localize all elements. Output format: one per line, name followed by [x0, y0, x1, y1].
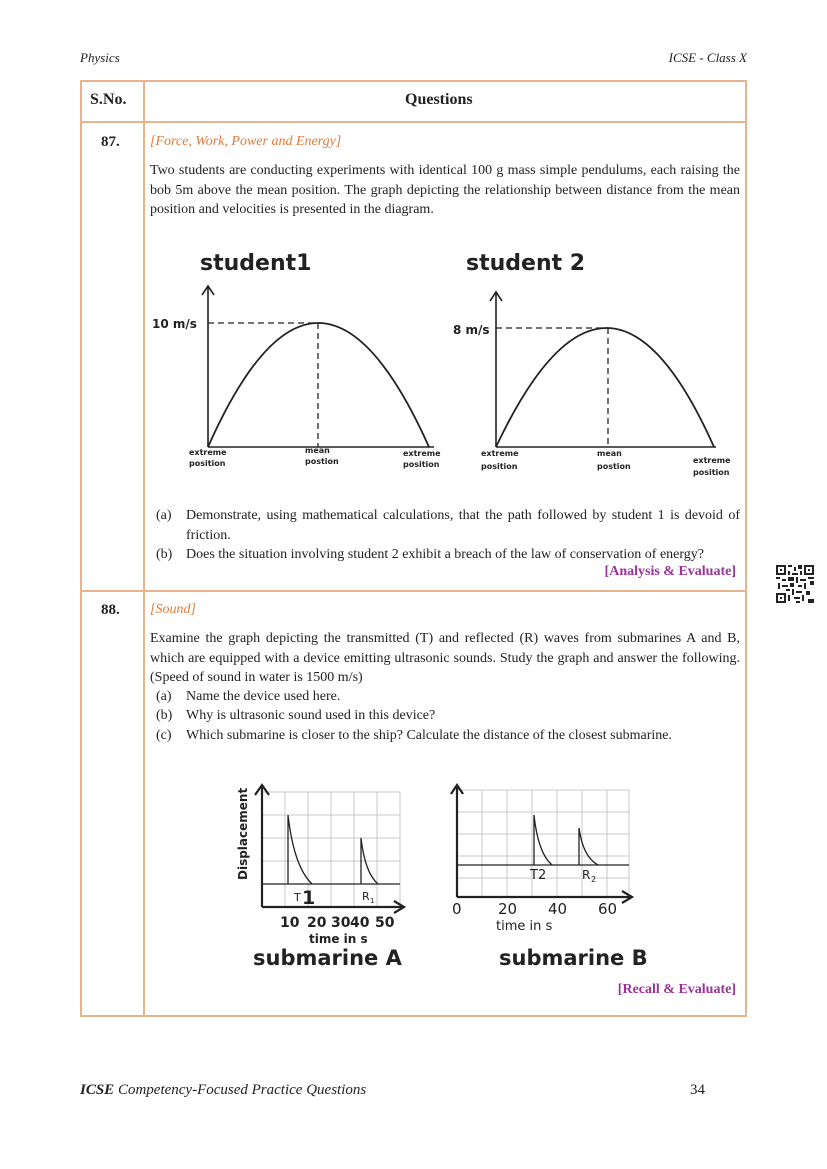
- tick-label: 40: [350, 915, 370, 931]
- part-label: (c): [156, 728, 172, 743]
- tick-label: extreme: [693, 456, 731, 465]
- part-text: Which submarine is closer to the ship? Calculate the distance of the closest submarine.: [186, 728, 672, 743]
- header-row-divider: [82, 121, 745, 123]
- part-text: Why is ultrasonic sound used in this device?: [186, 708, 436, 723]
- column-header-questions: Questions: [405, 91, 473, 108]
- tick-label: 40: [548, 900, 568, 918]
- graph-caption: submarine B: [499, 946, 648, 970]
- reflected-subscript: 1: [370, 897, 375, 905]
- part-label: (a): [156, 508, 172, 523]
- tick-label: postion: [305, 457, 339, 466]
- transmitted-number: 1: [302, 887, 316, 909]
- tick-label: extreme: [403, 449, 441, 458]
- question-number: 87.: [101, 134, 120, 150]
- question-table: [80, 80, 747, 1017]
- footer-subtitle: Competency-Focused Practice Questions: [114, 1082, 367, 1098]
- submarine-b-graph: [442, 775, 670, 970]
- graph-title: student 2: [466, 251, 586, 276]
- page-number: 34: [690, 1082, 705, 1098]
- transmitted-label: T: [294, 891, 301, 904]
- tick-label: 0: [452, 900, 462, 918]
- tick-label: position: [693, 468, 730, 477]
- part-label: (a): [156, 689, 172, 704]
- tick-label: extreme: [481, 449, 519, 458]
- skill-tag: [Recall & Evaluate]: [617, 982, 736, 997]
- tick-label: 20: [307, 915, 327, 931]
- part-text: Does the situation involving student 2 exhibit a breach of the law of conservation of energy?: [186, 547, 704, 562]
- tick-label: mean: [597, 449, 622, 458]
- graph-title: student1: [200, 251, 312, 276]
- part-text: Demonstrate, using mathematical calculations, that the path followed by student 1 is devoid of friction.: [186, 508, 740, 543]
- question-topic: [Force, Work, Power and Energy]: [150, 134, 342, 149]
- velocity-graph-student2: [434, 242, 746, 487]
- row-divider: [82, 590, 745, 592]
- question-topic: [Sound]: [150, 602, 196, 617]
- tick-label: position: [403, 460, 440, 469]
- footer-brand: ICSE: [80, 1082, 115, 1098]
- tick-label: 10: [280, 915, 300, 931]
- transmitted-pulse: [534, 815, 552, 865]
- column-divider: [143, 82, 145, 1015]
- grid: [262, 792, 400, 907]
- header-class: ICSE - Class X: [668, 50, 747, 65]
- reflected-label: R: [582, 868, 591, 882]
- qr-code[interactable]: [776, 565, 814, 603]
- question-part: [156, 545, 740, 565]
- x-axis-label: time in s: [496, 919, 553, 934]
- tick-label: 30: [331, 915, 351, 931]
- part-label: (b): [156, 708, 173, 723]
- peak-velocity-label: 10 m/s: [152, 317, 197, 331]
- graph-caption: submarine A: [253, 946, 402, 970]
- reflected-subscript: 2: [591, 875, 597, 884]
- question-number: 88.: [101, 602, 120, 618]
- reflected-label: R: [362, 890, 370, 903]
- x-axis-label: time in s: [309, 932, 368, 946]
- question-part: [156, 506, 740, 545]
- question-part: [156, 706, 740, 726]
- transmitted-label: T2: [530, 868, 547, 883]
- tick-label: 20: [498, 900, 518, 918]
- velocity-curve: [496, 328, 714, 447]
- question-text: Two students are conducting experiments with identical 100 g mass simple pendulums, each raising the bob 5m above the mean position. The graph depicting the relationship between distance from the mean position and velocities is presented in the diagram.: [150, 163, 740, 217]
- question-text: Examine the graph depicting the transmitted (T) and reflected (R) waves from submarines A and B, which are equipped with a device emitting ultrasonic sounds. Study the graph and answer the following. (Speed of sound in water is 1500 m/s): [150, 631, 740, 685]
- column-header-sno: S.No.: [90, 91, 127, 108]
- tick-label: mean: [305, 446, 330, 455]
- question-part: [156, 687, 740, 707]
- tick-label: extreme: [189, 448, 227, 457]
- tick-label: postion: [597, 462, 631, 471]
- peak-velocity-label: 8 m/s: [453, 323, 490, 337]
- part-label: (b): [156, 547, 173, 562]
- tick-label: 50: [375, 915, 395, 931]
- tick-label: position: [189, 459, 226, 468]
- question-part: [156, 726, 740, 746]
- submarine-a-graph: [230, 775, 420, 970]
- tick-label: position: [481, 462, 518, 471]
- footer-title: [80, 1082, 366, 1099]
- part-text: Name the device used here.: [186, 689, 341, 704]
- tick-label: 60: [598, 900, 618, 918]
- skill-tag: [Analysis & Evaluate]: [604, 564, 736, 579]
- y-axis-label: Displacement: [236, 787, 250, 880]
- velocity-graph-student1: [144, 242, 464, 487]
- header-subject: Physics: [80, 50, 120, 65]
